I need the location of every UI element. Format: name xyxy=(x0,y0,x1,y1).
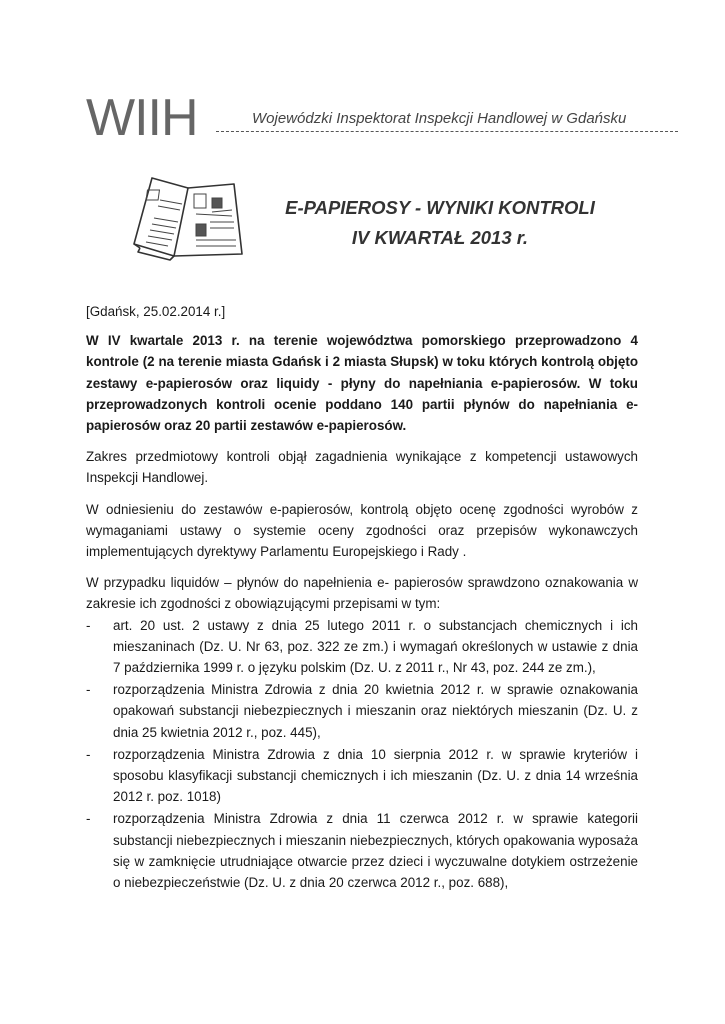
newspaper-icon xyxy=(130,172,245,262)
paragraph-e-cigarette-sets: W odniesieniu do zestawów e-papierosów, kontrolą objęto ocenę zgodności wyrobów z wymaganiami ustawy o systemie oceny zgodności oraz przepisów wykonawczych implementujących dyrektywy Parlamentu Europejskiego i Rady . xyxy=(86,501,638,560)
letterhead-divider xyxy=(216,131,678,132)
list-item: - art. 20 ust. 2 ustawy z dnia 25 lutego 2011 r. o substancjach chemicznych i ich mieszaninach (Dz. U. Nr 63, poz. 322 ze zm.) i wymagań określonych w ustawie z dnia 7 października 1999 r. o języku polskim (Dz. U. z 2011 r., Nr 43, poz. 244 ze zm.), xyxy=(86,615,638,679)
lead-paragraph: W IV kwartale 2013 r. na terenie województwa pomorskiego przeprowadzono 4 kontrole (2 na terenie miasta Gdańsk i 2 miasta Słupsk) w toku których kontrolą objęto zestawy e-papierosów oraz liquidy - płyny do napełniania e-papierosów. W toku przeprowadzonych kontroli ocenie poddano 140 partii płynów do napełniania e-papierosów oraz 20 partii zestawów e-papierosów. xyxy=(86,333,638,434)
list-item: - rozporządzenia Ministra Zdrowia z dnia 11 czerwca 2012 r. w sprawie kategorii substancji niebezpiecznych i mieszanin niebezpiecznych, których opakowania wyposaża się w zamknięcie utrudniające otwarcie przez dzieci i wyczuwalne dotykiem ostrzeżenie o niebezpieczeństwie (Dz. U. z dnia 20 czerwca 2012 r., poz. 688), xyxy=(86,808,638,893)
document-body xyxy=(86,301,638,894)
title-line-2: IV KWARTAŁ 2013 r. xyxy=(351,227,529,248)
document-date: [Gdańsk, 25.02.2014 r.] xyxy=(86,304,226,319)
institution-name: Wojewódzki Inspektorat Inspekcji Handlowej w Gdańsku xyxy=(252,110,627,127)
paragraph-liquids: W przypadku liquidów – płynów do napełnienia e- papierosów sprawdzono oznakowania w zakresie ich zgodności z obowiązującymi przepisami w tym: xyxy=(86,575,638,612)
list-bullet: - xyxy=(86,746,91,762)
list-bullet: - xyxy=(86,682,91,698)
list-item: - rozporządzenia Ministra Zdrowia z dnia 20 kwietnia 2012 r. w sprawie oznakowania opakowań substancji niebezpiecznych i mieszanin oraz niektórych mieszanin (Dz. U. z dnia 25 kwietnia 2012 r., poz. 445), xyxy=(86,679,638,743)
list-item: - rozporządzenia Ministra Zdrowia z dnia 10 sierpnia 2012 r. w sprawie kryteriów i sposobu klasyfikacji substancji chemicznych i ich mieszanin (Dz. U. z dnia 14 września 2012 r. poz. 1018) xyxy=(86,744,638,808)
paragraph-scope: Zakres przedmiotowy kontroli objął zagadnienia wynikające z kompetencji ustawowych Inspekcji Handlowej. xyxy=(86,449,638,486)
regulations-list xyxy=(86,615,638,894)
wiih-logo: WIIH xyxy=(86,89,198,147)
list-bullet: - xyxy=(86,617,91,633)
letterhead xyxy=(86,90,678,146)
title-line-1: E-PAPIEROSY - WYNIKI KONTROLI xyxy=(285,197,595,218)
list-bullet: - xyxy=(86,811,91,827)
document-title xyxy=(250,193,630,253)
